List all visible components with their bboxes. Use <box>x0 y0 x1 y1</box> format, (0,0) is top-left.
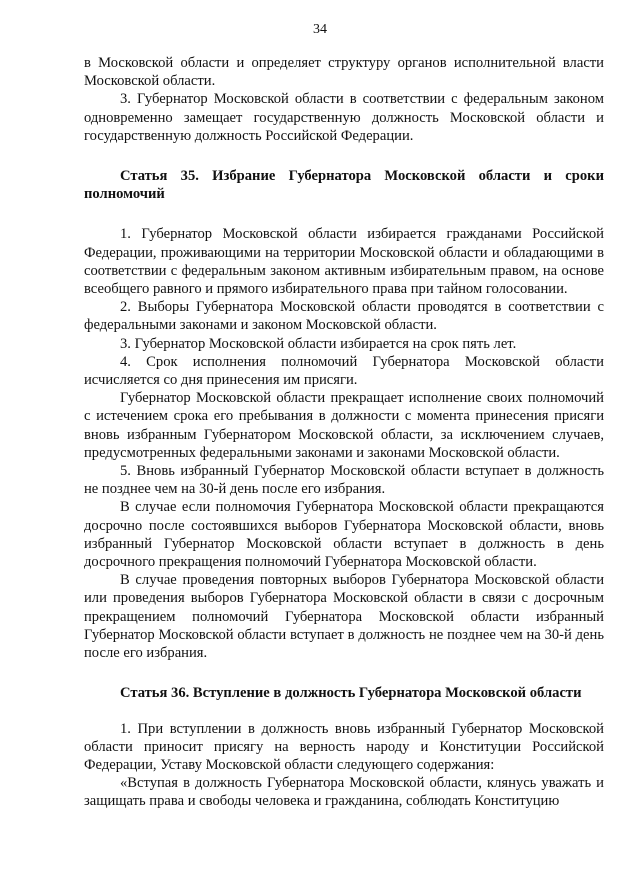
article-35-paragraph: 4. Срок исполнения полномочий Губернатора Московской области исчисляется со дня принесения им присяги. <box>84 353 604 389</box>
document-body <box>84 54 604 811</box>
paragraph-continued: в Московской области и определяет структуру органов исполнительной власти Московской области. <box>84 55 604 90</box>
article-35-paragraph: Губернатор Московской области прекращает исполнение своих полномочий с истечением срока его пребывания в должности с момента принесения присяги вновь избранным Губернатором Московской области, за исключением случаев, предусмотренных федеральными законами и законами Московской области. <box>84 390 604 461</box>
article-35-heading: Статья 35. Избрание Губернатора Московской области и сроки полномочий <box>84 168 604 203</box>
page-number: 34 <box>313 22 327 37</box>
article-35-paragraph: 1. Губернатор Московской области избирается гражданами Российской Федерации, проживающими на территории Московской области и обладающими в соответствии с федеральным законом активным избирательным правом, на основе всеобщего равного и прямого избирательного права при тайном голосовании. <box>84 226 604 298</box>
paragraph: 3. Губернатор Московской области в соответствии с федеральным законом одновременно замещает государственную должность Московской области и государственную должность Российской Федерации. <box>84 91 604 144</box>
article-36-paragraph: «Вступая в должность Губернатора Московской области, клянусь уважать и защищать права и свободы человека и гражданина, соблюдать Конституцию <box>84 775 604 810</box>
article-35-paragraph: В случае если полномочия Губернатора Московской области прекращаются досрочно после состоявшихся выборов Губернатора Московской области, вновь избранный Губернатор Московской области вступает в должность в день досрочного прекращения полномочий Губернатора Московской области. <box>84 499 604 571</box>
article-35-paragraph: 2. Выборы Губернатора Московской области проводятся в соответствии с федеральными законами и законом Московской области. <box>84 299 604 334</box>
article-35-paragraph: В случае проведения повторных выборов Губернатора Московской области или проведения выборов Губернатора Московской области в связи с досрочным прекращением полномочий Губернатора Московской области избранный Губернатор Московской области вступает в должность не позднее чем на 30-й день после его избрания. <box>84 572 604 662</box>
article-36-heading: Статья 36. Вступление в должность Губернатора Московской области <box>120 685 582 702</box>
article-35-paragraph: 3. Губернатор Московской области избирается на срок пять лет. <box>120 335 517 352</box>
article-36-paragraph: 1. При вступлении в должность вновь избранный Губернатор Московской области приносит присягу на верность народу и Конституции Российской Федерации, Уставу Московской области следующего содержания: <box>84 720 604 773</box>
article-35-paragraph: 5. Вновь избранный Губернатор Московской области вступает в должность не позднее чем на 30-й день после его избрания. <box>84 463 604 498</box>
